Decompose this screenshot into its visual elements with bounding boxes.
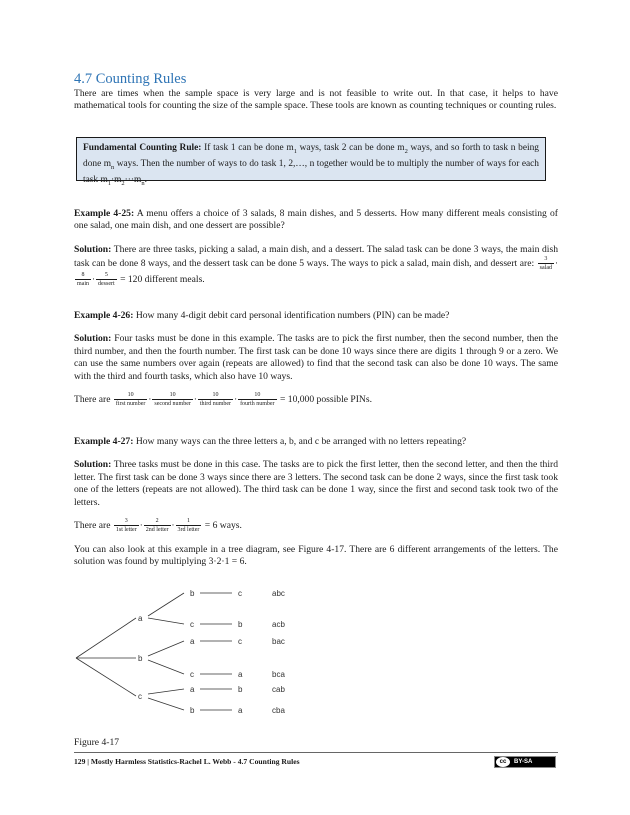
section-header	[74, 70, 558, 113]
tree-outcome: cab	[272, 685, 285, 694]
tree-node-a: a	[138, 614, 143, 623]
fraction-third-number: $\frac{10}{\text{third number}}$	[199, 392, 232, 408]
tree-outcome: bac	[272, 637, 285, 646]
example-4-27-equation: There are $\frac{3}{\text{1st letter}}$ · $\frac{2}{\text{2nd letter}}$ · $\frac{1}{\text{3rd letter}}$ = 6 ways.	[74, 518, 242, 534]
figure-caption: Figure 4-17	[74, 737, 120, 748]
tree-node-bac: c	[238, 637, 242, 646]
section-title: 4.7 Counting Rules	[74, 71, 187, 87]
counting-rule-text: Fundamental Counting Rule: If task 1 can be done $m_1$ ways, task 2 can be done $m_2$ ways, and so forth to task n being done $m_n$ ways. Then the number of ways to do task 1, 2,…, n together would be to multiply the number of ways for each task $m_1\cdot m_2\cdot\cdot\cdot m_n$.	[83, 143, 539, 188]
tree-node-abc: c	[238, 589, 242, 598]
footer-divider	[74, 752, 558, 753]
example-4-26-question: Example 4-26: How many 4-digit debit card personal identification numbers (PIN) can be made?	[74, 310, 450, 321]
fraction-3rd-letter: $\frac{1}{\text{3rd letter}}$	[177, 518, 200, 534]
tree-diagram	[72, 582, 312, 724]
tree-outcome: cba	[272, 706, 285, 715]
fraction-dessert: $\frac{5}{\text{dessert}}$	[98, 272, 115, 288]
example-4-25-solution: Solution: There are three tasks, picking a salad, a main dish, and a dessert. The salad task can be done 3 ways, the main dish task can be done 8 ways, and the dessert task can be done 5 ways. The ways to pick a salad, main dish, and dessert are: $\frac{3}{\text{salad}}$ · $\frac{8}{\text{main}}$ · $\frac{5}{\text{dessert}}$ = 120 different meals.	[74, 243, 558, 288]
tree-outcome: abc	[272, 589, 285, 598]
fraction-2nd-letter: $\frac{2}{\text{2nd letter}}$	[145, 518, 169, 534]
fraction-fourth-number: $\frac{10}{\text{fourth number}}$	[240, 392, 275, 408]
example-4-27-solution: Solution: Three tasks must be done in this case. The tasks are to pick the first letter, then the second letter, and then the third letter. The first task can be done 3 ways since there are 3 letters. The second task can be done 2 ways, since the first task took one of the letters (repeats are not allowed). The third task can be done 1 way, since the first and second task took two of the letters.	[74, 459, 558, 508]
tree-outcome: bca	[272, 670, 285, 679]
tree-diagram-intro: You can also look at this example in a tree diagram, see Figure 4-17. There are 6 different arrangements of the letters. The solution was found by multiplying 3·2·1 = 6.	[74, 544, 558, 568]
tree-branches	[76, 593, 232, 710]
fraction-1st-letter: $\frac{3}{\text{1st letter}}$	[115, 518, 137, 534]
example-4-25-question: Example 4-25: A menu offers a choice of 3 salads, 8 main dishes, and 5 desserts. How many different meals consisting of one salad, one main dish, and one dessert are possible?	[74, 208, 558, 232]
tree-outcome: acb	[272, 620, 285, 629]
example-4-26-solution: Solution: Four tasks must be done in this example. The tasks are to pick the first number, then the second number, then the third number, and then the fourth number. The first task can be done 10 ways since there are digits 1 through 9 or a zero. We can use the same numbers over again (repeats are allowed) to find that the second task can also be done 10 ways. The same with the third and fourth tasks, which also have 10 ways.	[74, 333, 558, 382]
cc-license-badge[interactable]	[494, 756, 556, 768]
example-4-26-equation: There are $\frac{10}{\text{first number}}$ · $\frac{10}{\text{second number}}$ · $\frac{10}{\text{third number}}$ · $\frac{10}{\text{fourth number}}$ = 10,000 possible PINs.	[74, 392, 372, 408]
cc-icon: cc	[496, 757, 510, 767]
license-label: BY-SA	[514, 759, 533, 765]
tree-node-bca: a	[238, 670, 243, 679]
fraction-second-number: $\frac{10}{\text{second number}}$	[154, 392, 191, 408]
example-4-26	[74, 310, 558, 408]
example-4-27-question: Example 4-27: How many ways can the three letters a, b, and c be arranged with no letters repeating?	[74, 436, 467, 447]
tree-node-ac: c	[190, 620, 194, 629]
tree-node-ba: a	[190, 637, 195, 646]
fraction-salad: $\frac{3}{\text{salad}}$	[539, 256, 552, 272]
example-4-25	[74, 208, 558, 288]
tree-node-cab: b	[238, 685, 243, 694]
tree-node-acb: b	[238, 620, 243, 629]
footer-text: 129 | Mostly Harmless Statistics-Rachel L. Webb - 4.7 Counting Rules	[74, 757, 300, 766]
tree-node-ab: b	[190, 589, 195, 598]
tree-node-ca: a	[190, 685, 195, 694]
tree-node-c: c	[138, 692, 142, 701]
tree-node-cb: b	[190, 706, 195, 715]
example-4-27	[74, 436, 558, 569]
fraction-main: $\frac{8}{\text{main}}$	[77, 272, 89, 288]
intro-paragraph: There are times when the sample space is very large and is not feasible to write out. In that case, it helps to have mathematical tools for counting the size of the sample space. These tools are known as counting techniques or counting rules.	[74, 88, 558, 112]
tree-node-bc: c	[190, 670, 194, 679]
counting-rule-box	[76, 137, 546, 188]
tree-node-cba: a	[238, 706, 243, 715]
fraction-first-number: $\frac{10}{\text{first number}}$	[115, 392, 146, 408]
tree-node-b: b	[138, 654, 143, 663]
